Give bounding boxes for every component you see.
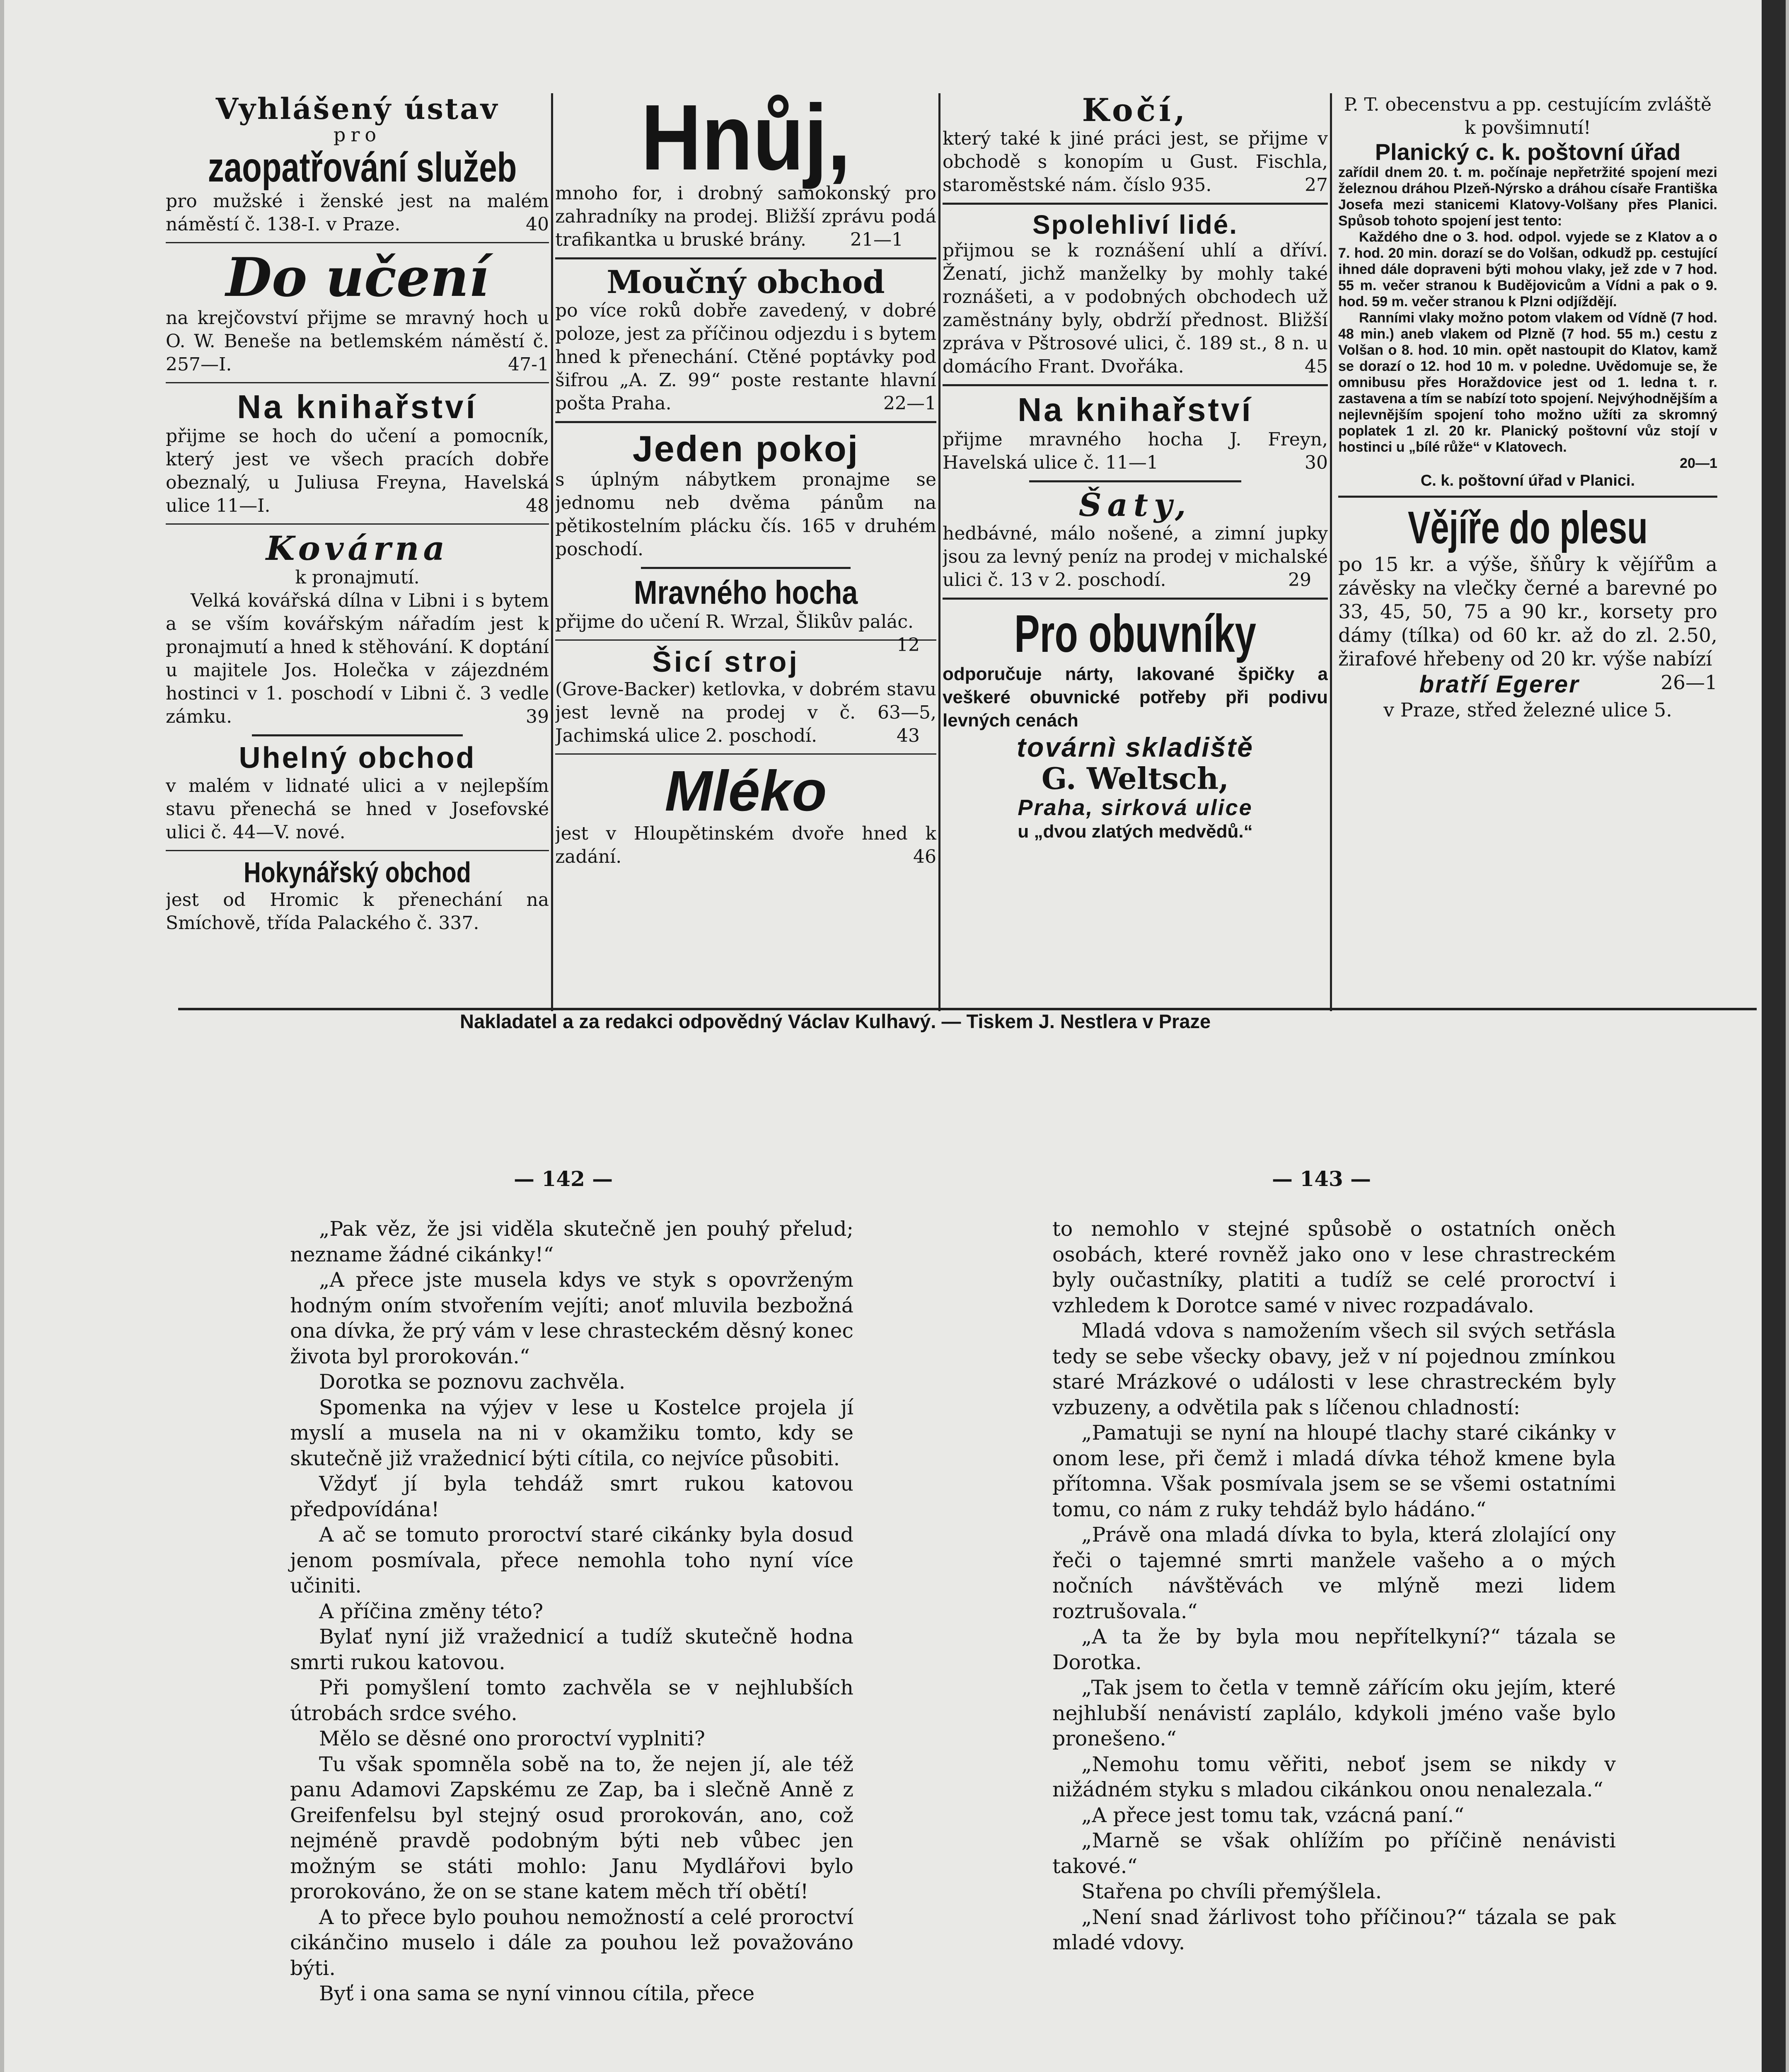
paragraph: Mělo se děsné ono proroctví vyplniti? bbox=[319, 1727, 705, 1750]
ad-subheading: pro bbox=[333, 123, 382, 146]
ad-heading: Spolehliví lidé. bbox=[1032, 210, 1238, 240]
ad-vyhlaseny-ustav bbox=[166, 93, 549, 236]
ad-heading: Planický c. k. poštovní úřad bbox=[1375, 139, 1681, 165]
ad-text: odporučuje nárty, lakované špičky a veškeré obuvnické potřeby při podivu levných cenách bbox=[943, 663, 1328, 731]
ad-text: Velká kovářská dílna v Libni i s bytem a se vším kovářským nářadím jest k pronajmutí a hned k stěhování. K doptání u majitele Jos. Holečka v zájezdném hostinci v 1. poschodí v Libni č. 3 vedle zámku. 39 bbox=[166, 590, 549, 728]
paragraph: „Právě ona mladá dívka to byla, která zlolající ony řeči o tajemné smrti manžele vašeho a o mých nočních návštěvách ve mlýně mezi lidem roztrušovala.“ bbox=[1052, 1523, 1616, 1623]
ad-subheading: k pronajmutí. bbox=[295, 567, 420, 588]
ad-saty bbox=[943, 488, 1328, 592]
ad-hokynarsky-obchod bbox=[166, 857, 549, 935]
ad-text: po 15 kr. a výše, šňůry k vějířům a závěsky na vlečky černé a barevné po 33, 45, 50, 75 a 90 kr., korsety pro dámy (tílka) od 60 kr. až do zl. 2.50, žirafové hřebeny od 20 kr. výše nabízí 26—1 bbox=[1338, 553, 1717, 695]
column-rule bbox=[551, 93, 553, 1011]
paragraph: „Tak jsem to četla v temně zářícím oku jejím, které nejhlubší nenávistí zaplálo, kdykoli jméno vaše bylo pronešeno.“ bbox=[1052, 1676, 1616, 1750]
ad-heading: Vějíře do plesu bbox=[1407, 502, 1648, 554]
divider bbox=[943, 598, 1328, 600]
binding-edge bbox=[1762, 0, 1786, 2072]
paragraph: „Marně se však ohlížím po příčině nenávisti takové.“ bbox=[1052, 1829, 1616, 1878]
ad-mleko bbox=[555, 760, 936, 869]
divider bbox=[166, 382, 549, 383]
ad-text: mnoho for, i drobný samokonský pro zahradníky na prodej. Bližší zprávu podá trafikantka u bruské brány. 21—1 bbox=[555, 182, 936, 250]
paragraph: Vždyť jí byla tehdáž smrt rukou katovou předpovídána! bbox=[290, 1472, 853, 1521]
divider bbox=[252, 734, 463, 736]
ad-line: bratří Egerer bbox=[1419, 671, 1580, 698]
paragraph: A to přece bylo pouhou nemožností a celé proroctví cikánčino muselo i dále za pouhou lež považováno býti. bbox=[290, 1905, 853, 1980]
ad-na-kniharstvi-2 bbox=[943, 392, 1328, 474]
ad-vejire bbox=[1338, 503, 1717, 721]
divider bbox=[1338, 496, 1717, 498]
ad-heading: Hokynářský obchod bbox=[244, 856, 471, 889]
divider bbox=[555, 639, 936, 641]
ad-hnuj bbox=[555, 93, 936, 252]
paragraph: Byť i ona sama se nyní vinnou cítila, přece bbox=[319, 1982, 755, 2005]
page-number-left: — 142 — bbox=[514, 1167, 613, 1191]
ad-text: přijme mravného hocha J. Freyn, Havelská ulice č. 11—1 30 bbox=[943, 428, 1328, 473]
paragraph: „A přece jest tomu tak, vzácná paní.“ bbox=[1081, 1803, 1465, 1827]
paragraph: Bylať nyní již vražednicí a tudíž skutečně hodna smrti rukou katovou. bbox=[290, 1625, 853, 1674]
column-rule bbox=[938, 93, 940, 1011]
novel-page-right bbox=[1052, 1216, 1616, 1956]
ad-intro: P. T. obecenstvu a pp. cestujícím zvláště k povšimnutí! bbox=[1344, 94, 1712, 138]
imprint: Nakladatel a za redakci odpovědný Václav Kulhavý. — Tiskem J. Nestlera v Praze bbox=[460, 1010, 1211, 1032]
divider bbox=[641, 567, 851, 569]
ad-moucny-obchod bbox=[555, 265, 936, 415]
ad-line: G. Weltsch, bbox=[1041, 760, 1229, 796]
ad-text: na krejčovství přijme se mravný hoch u O. W. Beneše na betlemském náměstí č. 257—I. 47-1 bbox=[166, 307, 549, 375]
ad-text: hedbávné, málo nošené, a zimní jupky jsou za levný peníz na prodej v michalské ulici č. 13 v 2. poschodí. 29 bbox=[943, 523, 1328, 591]
ad-text: zařídil dnem 20. t. m. počínaje nepřetržité spojení mezi železnou dráhou Plzeň-Nýrsko a dráhou císaře Františka Josefa mezi stanicemi Klatovy-Volšany přes Planici. Spůsob tohoto spojení jest tento: bbox=[1338, 165, 1717, 229]
ad-heading: Na knihařství bbox=[237, 388, 478, 425]
ad-text: Každého dne o 3. hod. odpol. vyjede se z Klatov a o 7. hod. 20 min. dorazí se do Volšan, odkudž pp. cestující ihned dále dopraveni býti mohou vlaky, jež zde v 7 hod. 55 m. večer stranou k Budějovicům a Vídni a pak o 9. hod. 59 m. večer stranou k Plzni odjíždějí. bbox=[1338, 229, 1717, 310]
paragraph: „Pamatuji se nyní na hloupé tlachy staré cikánky v onom lese, při čemž i mladá dívka téhož kmene byla přítomna. Však posmívala jsem se se všemi ostatními tomu, co nám z ruky tehdáž bylo hádáno.“ bbox=[1052, 1421, 1616, 1521]
paragraph: A příčina změny této? bbox=[319, 1599, 544, 1623]
ad-number: 20—1 bbox=[1680, 455, 1717, 472]
ad-sici-stroj bbox=[555, 646, 936, 748]
ad-line: továrnì skladiště bbox=[1017, 731, 1254, 762]
ad-text: po více roků dobře zavedený, v dobré poloze, jest za příčinou odjezdu i s bytem hned k přenechání. Ctěné poptávky pod šifrou „A. Z. 99“ poste restante hlavní pošta Praha. 22—1 bbox=[555, 300, 936, 414]
ad-heading: Pro obuvníky bbox=[1014, 604, 1256, 663]
paragraph: Dorotka se poznovu zachvěla. bbox=[319, 1370, 626, 1394]
ad-mravneho-hocha bbox=[555, 574, 936, 656]
ad-heading: Jeden pokoj bbox=[632, 428, 859, 469]
ad-spolehlivi-lide bbox=[943, 211, 1328, 378]
ad-do-uceni bbox=[166, 249, 549, 376]
novel-page-left bbox=[290, 1216, 853, 2007]
paragraph: A ač se tomuto proroctví staré cikánky byla dosud jenom posmívala, přece nemohla toho nyní více učiniti. bbox=[290, 1523, 853, 1598]
ad-column-4 bbox=[1338, 93, 1717, 1011]
divider bbox=[1029, 480, 1241, 482]
ad-column-2 bbox=[555, 93, 936, 1011]
ad-line: v Praze, střed železné ulice 5. bbox=[1383, 699, 1672, 721]
paragraph: „Není snad žárlivost toho příčinou?“ tázala se pak mladé vdovy. bbox=[1052, 1905, 1616, 1954]
paragraph: Stařena po chvíli přemýšlela. bbox=[1081, 1880, 1382, 1903]
ad-posta-planice bbox=[1338, 93, 1717, 490]
divider bbox=[166, 242, 549, 243]
paragraph: Spomenka na výjev v lese u Kostelce projela jí myslí a musela na ni v okamžiku tomto, kdy se skutečně již vražednicí býti cítila, co nejvíce působiti. bbox=[290, 1395, 853, 1470]
ad-text: jest od Hromic k přenechání na Smíchově, třída Palackého č. 337. bbox=[166, 889, 549, 934]
ad-line: u „dvou zlatých medvědů.“ bbox=[1018, 821, 1253, 842]
ad-heading: Šaty, bbox=[1078, 486, 1192, 523]
ad-text: který také k jiné práci jest, se přijme v obchodě s konopím u Gust. Fischla, staroměstské nám. číslo 935. 27 bbox=[943, 128, 1328, 196]
divider bbox=[555, 753, 936, 755]
divider bbox=[555, 257, 936, 259]
ad-heading: Šicí stroj bbox=[652, 646, 800, 678]
ad-text: v malém v lidnaté ulici a v nejlepším stavu přenechá se hned v Josefovské ulici č. 44—V. nové. bbox=[166, 775, 549, 843]
divider bbox=[943, 384, 1328, 386]
column-rule bbox=[1330, 93, 1332, 1011]
ad-text: přijmou se k roznášení uhlí a dříví. Ženatí, jichž manželky by mohly také roznášeti, a v podobných obchodech už zaměstnány byly, obdrží přednost. Bližší zpráva v Pštrosové ulici, č. 189 st., 8 n. u domácího Frant. Dvořáka. 45 bbox=[943, 240, 1328, 378]
divider bbox=[166, 523, 549, 525]
ad-heading: Na knihařství bbox=[1018, 391, 1253, 428]
ad-text: s úplným nábytkem pronajme se jednomu neb dvěma pánům na pětikostelním plácku čís. 165 v druhém poschodí. bbox=[555, 469, 936, 560]
ad-line: Praha, sirková ulice bbox=[1018, 795, 1253, 820]
ad-heading: Mravného hocha bbox=[633, 574, 858, 611]
newspaper-page bbox=[4, 0, 1786, 2072]
paragraph: Tu však spomněla sobě na to, že nejen jí, ale též panu Adamovi Zapskému ze Zap, ba i slečně Anně z Greifenfelsu byl stejný osud prorokován, ano, což nejméně pravdě podobným býti neb vůbec jen možným se státi mohlo: Janu Mydlářovi bylo prorokováno, že on se stane katem měch tří obětí! bbox=[290, 1752, 853, 1903]
paragraph: to nemohlo v stejné spůsobě o ostatních oněch osobách, které rovněž jako ono v lese chrastreckém byly oučastníky, platiti a tudíž se celé proroctví i vzhledem k Dorotce samé v nivec rozpadávalo. bbox=[1052, 1217, 1616, 1317]
ad-column-1 bbox=[166, 93, 549, 1011]
ad-text: jest v Hloupětinském dvoře hned k zadání. 46 bbox=[555, 823, 936, 867]
paragraph: Mladá vdova s namožením všech sil svých setřásla tedy se sebe všecky obavy, jež v ní pojednou zmínkou staré Mrázkové o události v lese chrastreckém byly vzbuzeny, a odvětila pak s líčenou chladností: bbox=[1052, 1319, 1616, 1419]
ad-heading: Vyhlášený ústav bbox=[215, 93, 499, 126]
ad-pro-obuvniky bbox=[943, 605, 1328, 843]
paragraph: Při pomyšlení tomto zachvěla se v nejhlubších útrobách srdce svého. bbox=[290, 1676, 853, 1725]
divider bbox=[555, 421, 936, 423]
ad-heading: Kočí, bbox=[1082, 93, 1189, 128]
paragraph: „Pak věz, že jsi viděla skutečně jen pouhý přelud; nezname žádné cikánky!“ bbox=[290, 1217, 853, 1266]
ad-text: přijme se hoch do učení a pomocník, který jest ve všech pracích dobře obeznalý, u Juliusa Freyna, Havelská ulice 11—I. 48 bbox=[166, 425, 549, 516]
ad-jeden-pokoj bbox=[555, 429, 936, 561]
ad-column-3 bbox=[943, 93, 1328, 1011]
ad-uhelny-obchod bbox=[166, 742, 549, 844]
ad-text: (Grove-Backer) ketlovka, v dobrém stavu jest levně na prodej v č. 63—5, Jachimská ulice 2. poschodí. 43 bbox=[555, 678, 936, 746]
ad-heading: Hnůj, bbox=[641, 93, 851, 189]
divider bbox=[166, 850, 549, 851]
page-number-right: — 143 — bbox=[1272, 1167, 1371, 1191]
ad-heading: Uhelný obchod bbox=[239, 741, 476, 775]
ad-text: Ranními vlaky možno potom vlakem od Vídně (7 hod. 48 min.) aneb vlakem od Plzně (7 hod. 55 m.) cestu z Volšan o 8. hod. 10 min. opět nastoupit do Klatov, kamž se dorazí o 12. hod 10 m. v poledne. Uvědomuje se, že omnibusu přes Horaždovice jest od 1. ledna t. r. zastavena a tím se nabízí toto spojení. Nejvýhodnějším a nejlevnějším spojení toho možno užíti za skromný poplatek 1 zl. 20 kr. Planický poštovní vůz stojí v hostinci u „bílé růže“ v Klatovech. bbox=[1338, 310, 1717, 455]
ad-heading: Do učení bbox=[225, 247, 489, 309]
ad-text: přijme do učení R. Wrzal, Šlikův palác. 12 bbox=[555, 611, 920, 656]
paragraph: „A přece jste musela kdys ve styk s opovrženým hodným oním stvořením vejíti; anoť mluvila bezbožná ona dívka, že prý vám v lese chrastecké́m děsný konec života byl prorokován.“ bbox=[290, 1268, 853, 1368]
ad-kovarna bbox=[166, 530, 549, 729]
paragraph: „Nemohu tomu věřiti, neboť jsem se nikdy v nižádném styku s mladou cikánkou onou nenalezala.“ bbox=[1052, 1752, 1616, 1801]
ad-heading: Moučný obchod bbox=[607, 263, 885, 300]
ad-na-kniharstvi bbox=[166, 389, 549, 518]
divider bbox=[943, 203, 1328, 205]
ad-koci bbox=[943, 93, 1328, 197]
paragraph: „A ta že by byla mou nepřítelkyní?“ tázala se Dorotka. bbox=[1052, 1625, 1616, 1674]
ad-heading: Mléko bbox=[665, 759, 827, 823]
ad-heading: Kovárna bbox=[266, 528, 449, 568]
ad-signature: C. k. poštovní úřad v Planici. bbox=[1420, 472, 1635, 490]
ad-heading: zaopatřování služeb bbox=[208, 144, 517, 191]
ad-text: pro mužské i ženské jest na malém náměstí č. 138-I. v Praze. 40 bbox=[166, 191, 549, 235]
